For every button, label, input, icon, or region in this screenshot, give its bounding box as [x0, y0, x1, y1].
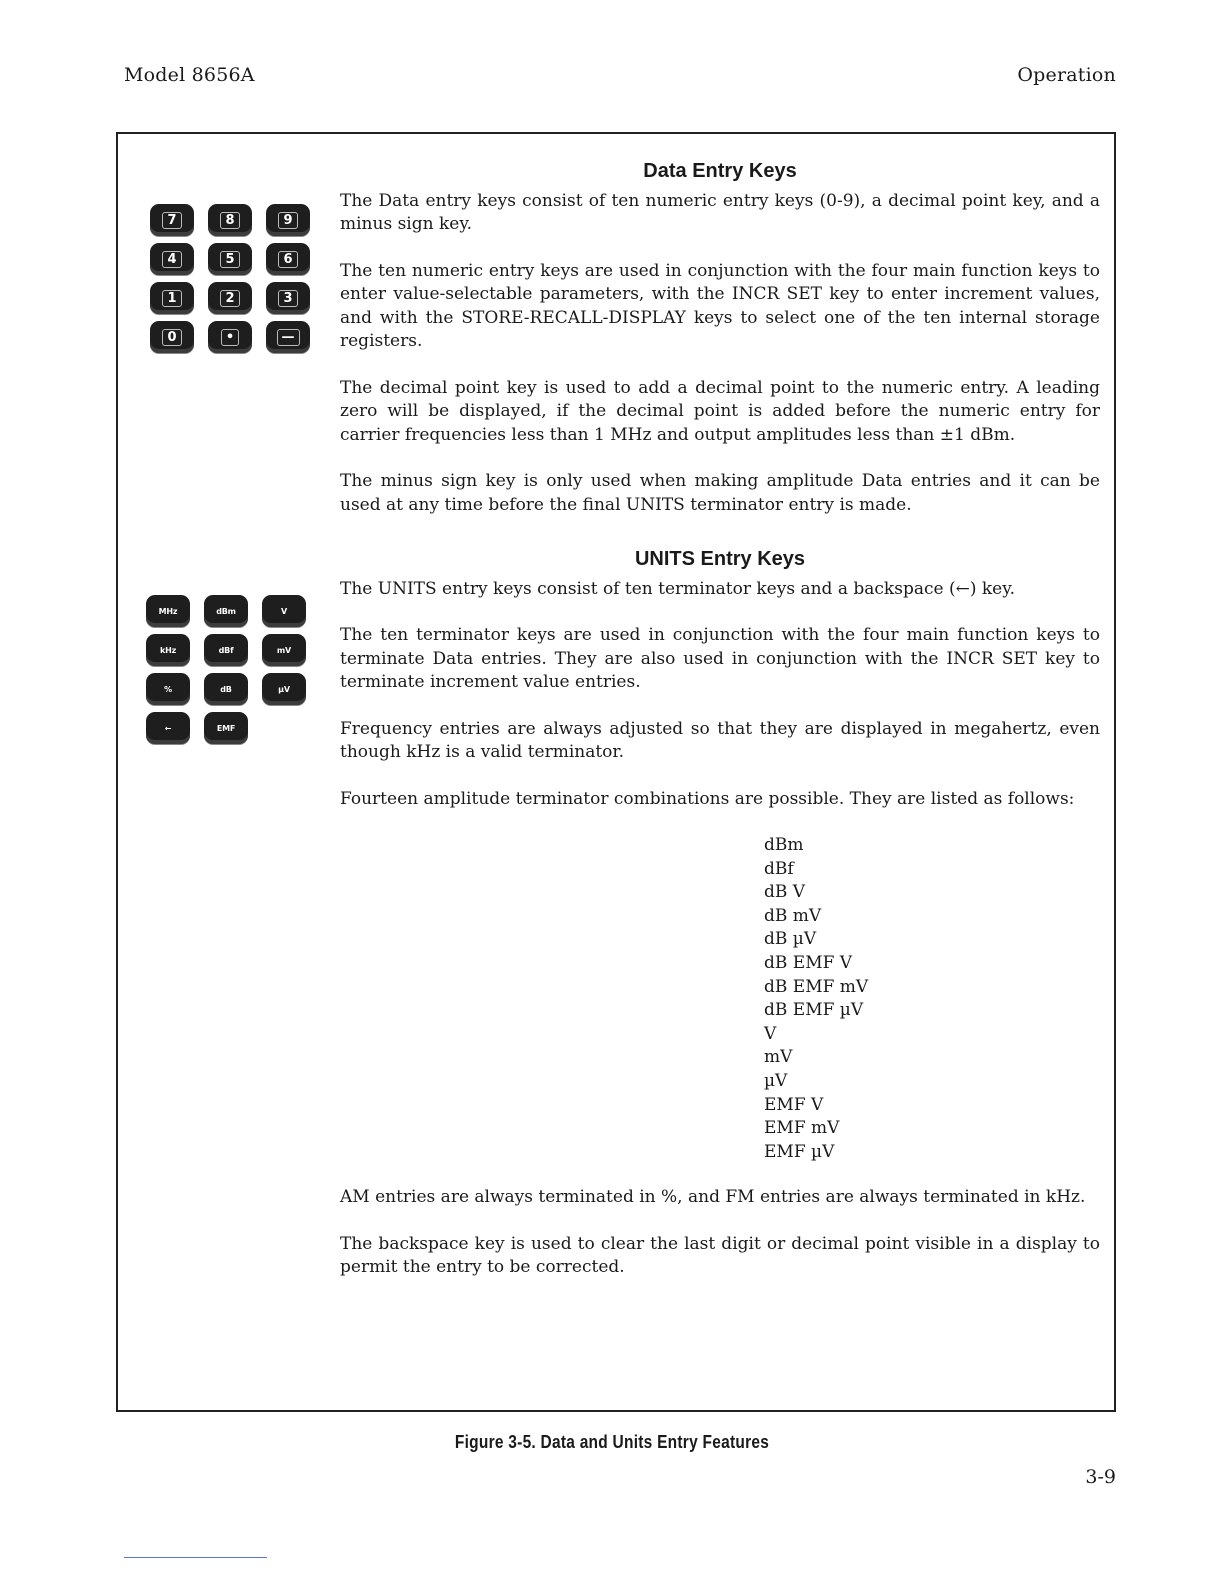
list-item: dBf [764, 858, 794, 879]
backspace-arrow-icon: ← [164, 723, 172, 733]
list-item: EMF V [764, 1094, 824, 1115]
key-backspace [146, 712, 190, 744]
units-entry-keypad [146, 595, 306, 744]
key-3: 3 [266, 282, 310, 314]
units-entry-paragraph: Frequency entries are always adjusted so that they are displayed in megahertz, even though kHz is a valid terminator. [340, 718, 1100, 762]
key-9: 9 [266, 204, 310, 236]
list-item: mV [764, 1047, 793, 1068]
units-entry-paragraph: Fourteen amplitude terminator combinations are possible. They are listed as follows: [340, 788, 1075, 809]
running-header-model: Model 8656A [124, 64, 255, 86]
units-closing-paragraph: AM entries are always terminated in %, and FM entries are always terminated in kHz. [340, 1187, 1086, 1208]
key-minus-sign: — [266, 321, 310, 353]
footer-rule [124, 1557, 267, 1558]
key-dbf: dBf [204, 634, 248, 666]
key-4: 4 [150, 243, 194, 275]
list-item: EMF mV [764, 1118, 840, 1139]
key-2: 2 [208, 282, 252, 314]
list-item: µV [764, 1070, 788, 1091]
data-entry-title: Data Entry Keys [643, 160, 797, 182]
key-6: 6 [266, 243, 310, 275]
list-item: dBm [764, 835, 804, 855]
key-mhz: MHz [146, 595, 190, 627]
data-entry-section [340, 160, 1100, 540]
data-entry-paragraph: The decimal point key is used to add a decimal point to the numeric entry. A leading zero will be displayed, if the decimal point is added before the numeric entry for carrier frequencies less than 1 MHz and output amplitudes less than ±1 dBm. [340, 377, 1100, 445]
key-emf: EMF [204, 712, 248, 744]
units-entry-paragraph: The ten terminator keys are used in conjunction with the four main function keys to terminate Data entries. They are also used in conjunction with the INCR SET key to terminate increment value entries. [340, 625, 1100, 692]
units-entry-title: UNITS Entry Keys [634, 548, 806, 570]
units-entry-paragraph: The UNITS entry keys consist of ten terminator keys and a backspace (←) key. [340, 578, 1015, 599]
key-7: 7 [150, 204, 194, 236]
key-uv: µV [262, 673, 306, 705]
key-db: dB [204, 673, 248, 705]
list-item: dB µV [764, 929, 817, 950]
running-header-section: Operation [1017, 64, 1116, 86]
key-decimal-point: • [208, 321, 252, 353]
key-v: V [262, 595, 306, 627]
key-percent: % [146, 673, 190, 705]
list-item: dB V [764, 882, 806, 903]
key-1: 1 [150, 282, 194, 314]
list-item: EMF µV [764, 1141, 835, 1162]
key-8: 8 [208, 204, 252, 236]
figure-caption: Figure 3-5. Data and Units Entry Features [454, 1432, 770, 1452]
data-entry-keypad [150, 204, 310, 353]
data-entry-paragraph: The ten numeric entry keys are used in conjunction with the four main function keys to enter value-selectable parameters, with the INCR SET key to enter increment values, and with the STORE-RECALL-DISPLAY keys to select one of the ten internal storage registers. [340, 260, 1100, 351]
data-entry-paragraph: The minus sign key is only used when making amplitude Data entries and it can be used at any time before the final UNITS terminator entry is made. [340, 471, 1100, 515]
page-number: 3-9 [1085, 1466, 1116, 1488]
data-entry-paragraph: The Data entry keys consist of ten numeric entry keys (0-9), a decimal point key, and a minus sign key. [340, 190, 1100, 234]
key-dbm: dBm [204, 595, 248, 627]
key-5: 5 [208, 243, 252, 275]
key-0: 0 [150, 321, 194, 353]
units-closing-paragraph: The backspace key is used to clear the last digit or decimal point visible in a display to permit the entry to be corrected. [340, 1233, 1100, 1278]
key-khz: kHz [146, 634, 190, 666]
list-item: dB EMF mV [764, 976, 869, 997]
units-entry-section [340, 548, 1100, 1303]
list-item: dB EMF V [764, 952, 853, 973]
list-item: V [764, 1023, 777, 1044]
list-item: dB mV [764, 905, 822, 926]
terminator-list [764, 834, 1100, 1164]
list-item: dB EMF µV [764, 1000, 864, 1021]
key-mv: mV [262, 634, 306, 666]
